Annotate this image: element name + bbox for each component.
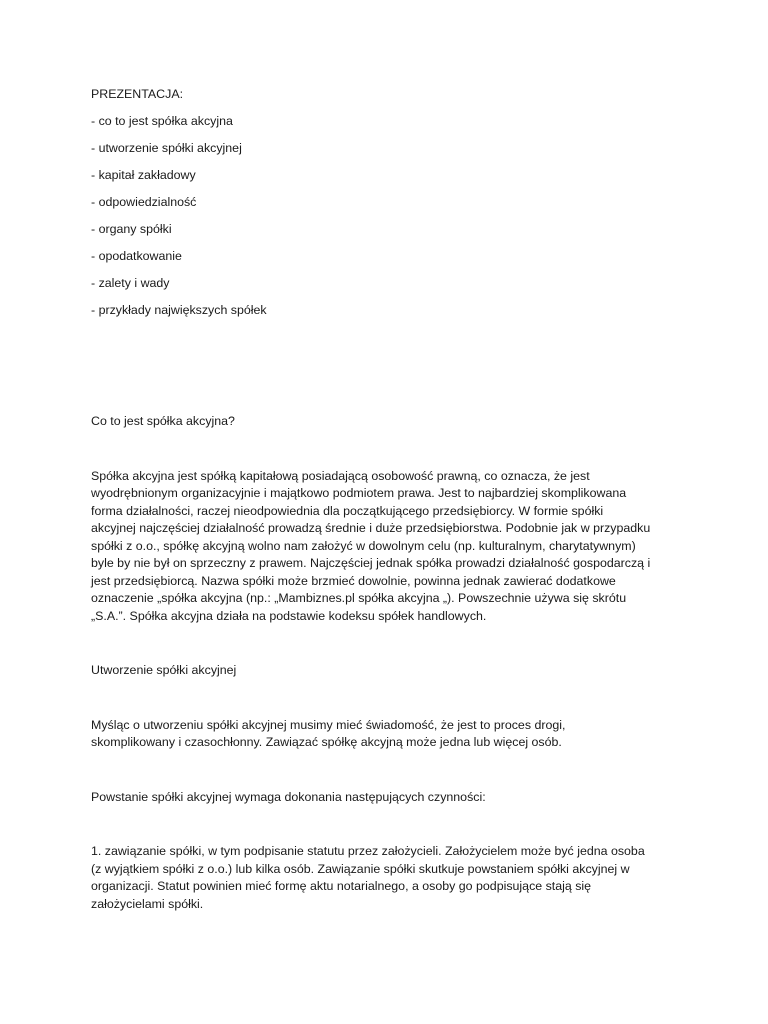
agenda-item: - co to jest spółka akcyjna [91, 113, 233, 128]
paragraph-formation-steps-intro: Powstanie spółki akcyjnej wymaga dokonania następujących czynności: [91, 789, 486, 804]
agenda-item: - przykłady największych spółek [91, 303, 267, 318]
agenda-item: - kapitał zakładowy [91, 167, 196, 182]
document-page [91, 86, 681, 913]
agenda-item: - zalety i wady [91, 276, 170, 291]
spacer [91, 431, 681, 468]
section-heading-formation: Utworzenie spółki akcyjnej [91, 663, 237, 678]
paragraph-formation-intro: Myśląc o utworzeniu spółki akcyjnej musimy mieć świadomość, że jest to proces drogi, skomplikowany i czasochłonny. Zawiązać spółkę akcyjną może jedna lub więcej osób. [91, 717, 566, 750]
spacer [91, 625, 681, 662]
paragraph-definition: Spółka akcyjna jest spółką kapitałową posiadającą osobowość prawną, co oznacza, że jest wyodrębnionym organizacyjnie i majątkowo podmiotem prawa. Jest to najbardziej skomplikowana forma działalności, raczej nieodpowiednia dla początkującego przedsiębiorcy. W formie spółki akcyjnej najczęściej działalność prowadzą średnie i duże przedsiębiorstwa. Podobnie jak w przypadku spółki z o.o., spółkę akcyjną wolno nam założyć w dowolnym celu (np. kulturalnym, charytatywnym) byle by nie był on sprzeczny z prawem. Najczęściej jednak spółka prowadzi działalność gospodarczą i jest przedsiębiorcą. Nazwa spółki może brzmieć dowolnie, powinna jednak zawierać dodatkowe oznaczenie „spółka akcyjna (np.: „Mambiznes.pl spółka akcyjna „). Powszechnie używa się skrótu „S.A.”. Spółka akcyjna działa na podstawie kodeksu spółek handlowych. [91, 468, 651, 623]
agenda-item: - odpowiedzialność [91, 194, 197, 209]
agenda-item: - utworzenie spółki akcyjnej [91, 140, 242, 155]
spacer [91, 680, 681, 717]
agenda-item: - organy spółki [91, 221, 172, 236]
spacer [91, 329, 681, 413]
agenda-title: PREZENTACJA: [91, 87, 184, 101]
section-heading-what-is: Co to jest spółka akcyjna? [91, 414, 235, 429]
spacer [91, 752, 681, 789]
agenda-item: - opodatkowanie [91, 248, 182, 263]
spacer [91, 806, 681, 843]
paragraph-step-1: 1. zawiązanie spółki, w tym podpisanie statutu przez założycieli. Założycielem może być jedna osoba (z wyjątkiem spółki z o.o.) lub kilka osób. Zawiązanie spółki skutkuje powstaniem spółki akcyjnej w organizacji. Statut powinien mieć formę aktu notarialnego, a osoby go podpisujące stają się założycielami spółki. [91, 844, 645, 911]
